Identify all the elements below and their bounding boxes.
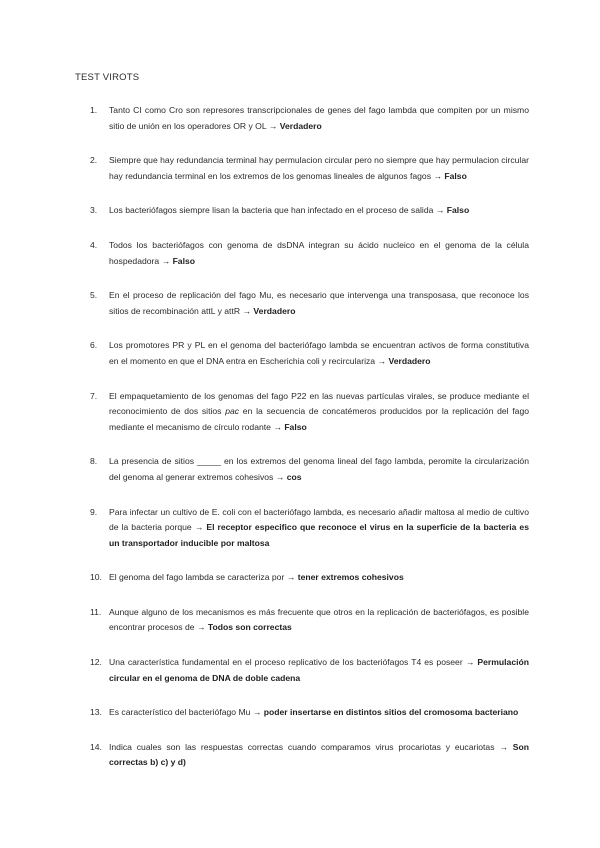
question-number: 10. — [90, 572, 102, 583]
question-number: 11. — [90, 606, 102, 617]
question-text-continued: en la secuencia de concatémeros producidos por la replicación del fago mediante el mecanismo de círculo rodante — [109, 406, 530, 432]
question-italic-term: pac — [225, 406, 240, 417]
question-text: La presencia de sitios _____ en los extremos del genoma lineal del fago lambda, peromite la circularización del genoma al generar extremos cohesivos — [109, 456, 529, 482]
question-answer: Son correctas b) c) y d) — [109, 741, 529, 768]
question-answer: Verdadero — [279, 120, 322, 131]
question-answer: Falso — [172, 255, 196, 266]
arrow-icon: → — [268, 120, 278, 131]
question-list — [75, 103, 529, 771]
question-answer: Falso — [446, 205, 470, 216]
question-answer: Falso — [444, 170, 467, 181]
arrow-icon: → — [242, 305, 252, 316]
question-number: 8. — [90, 456, 98, 467]
question-number: 9. — [90, 506, 98, 517]
question-text: En el proceso de replicación del fago Mu, es necesario que intervenga una transposasa, que reconoce los sitios de recombinación attL y attR — [109, 290, 529, 316]
question-item — [75, 570, 529, 586]
question-answer: Permulación circular en el genoma de DNA de doble cadena — [109, 657, 530, 683]
question-text: Todos los bacteriófagos con genoma de dsDNA integran su ácido nucleico en el genoma de la célula hospedadora — [109, 239, 529, 266]
question-item — [75, 655, 529, 686]
arrow-icon: → — [377, 355, 387, 366]
question-text: Es característico del bacteriófago Mu — [109, 707, 251, 718]
question-number: 2. — [90, 155, 98, 166]
question-text: Indica cuales son las respuestas correctas cuando comparamos virus procariotas y eucariotas — [109, 741, 495, 752]
arrow-icon: → — [465, 657, 475, 668]
question-answer: El receptor especifico que reconoce el virus en la superficie de la bacteria es un transportador inducible por maltosa — [109, 522, 529, 548]
question-answer: Verdadero — [388, 355, 431, 366]
question-number: 4. — [90, 239, 98, 250]
question-item — [75, 338, 529, 369]
arrow-icon: → — [499, 741, 508, 752]
question-number: 6. — [90, 340, 98, 351]
document-title: TEST VIROTS — [75, 72, 140, 83]
arrow-icon: → — [286, 572, 296, 583]
arrow-icon: → — [435, 205, 445, 216]
question-item — [75, 505, 529, 552]
question-answer: poder insertarse en distintos sitios del cromosoma bacteriano — [263, 707, 519, 718]
arrow-icon: → — [275, 471, 285, 482]
question-answer: Falso — [284, 421, 307, 432]
question-text: El empaquetamiento de los genomas del fago P22 en las nuevas partículas virales, se produce mediante el reconocimiento de dos sitios — [109, 390, 529, 417]
arrow-icon: → — [252, 707, 262, 718]
question-text: Los promotores PR y PL en el genoma del bacteriófago lambda se encuentran activos de forma constitutiva en el momento en que el DNA entra en Escherichia coli y recirculariza — [109, 340, 529, 366]
question-answer: Todos son correctas — [207, 622, 292, 633]
question-text: Siempre que hay redundancia terminal hay permulacion circular pero no siempre que hay permulacion circular hay redundancia terminal en los extremos de los genomas lineales de algunos fagos — [109, 155, 529, 181]
question-answer: cos — [286, 471, 302, 482]
question-item — [75, 238, 529, 269]
arrow-icon: → — [161, 255, 171, 266]
question-item — [75, 389, 529, 436]
question-text: Aunque alguno de los mecanismos es más frecuente que otros en la replicación de bacteriófagos, es posible encontrar procesos de — [109, 606, 529, 633]
question-item — [75, 605, 529, 636]
question-item — [75, 705, 529, 721]
question-item — [75, 103, 529, 134]
question-item — [75, 203, 529, 219]
question-number: 14. — [90, 741, 102, 752]
question-number: 5. — [90, 290, 98, 301]
question-text: Para infectar un cultivo de E. coli con el bacteriófago lambda, es necesario añadir maltosa al medio de cultivo de la bacteria porque — [109, 506, 529, 533]
question-number: 3. — [90, 205, 98, 216]
question-text: Tanto CI como Cro son represores transcripcionales de genes del fago lambda que compiten por un mismo sitio de unión en los operadores OR y OL — [109, 105, 529, 131]
question-item — [75, 740, 529, 771]
question-number: 12. — [90, 657, 102, 668]
question-number: 13. — [90, 707, 102, 718]
question-text: Una característica fundamental en el proceso replicativo de los bacteriófagos T4 es poseer — [109, 657, 463, 668]
arrow-icon: → — [194, 522, 204, 533]
question-item — [75, 288, 529, 319]
question-number: 1. — [90, 105, 98, 115]
arrow-icon: → — [196, 622, 206, 633]
question-item — [75, 153, 529, 184]
question-answer: Verdadero — [253, 305, 296, 316]
question-answer: tener extremos cohesivos — [297, 572, 404, 583]
question-text: El genoma del fago lambda se caracteriza por — [109, 572, 285, 583]
question-text: Los bacteriófagos siempre lisan la bacteria que han infectado en el proceso de salida — [109, 205, 434, 216]
arrow-icon: → — [273, 421, 282, 432]
arrow-icon: → — [433, 170, 442, 181]
question-number: 7. — [90, 390, 98, 401]
question-item — [75, 454, 529, 485]
